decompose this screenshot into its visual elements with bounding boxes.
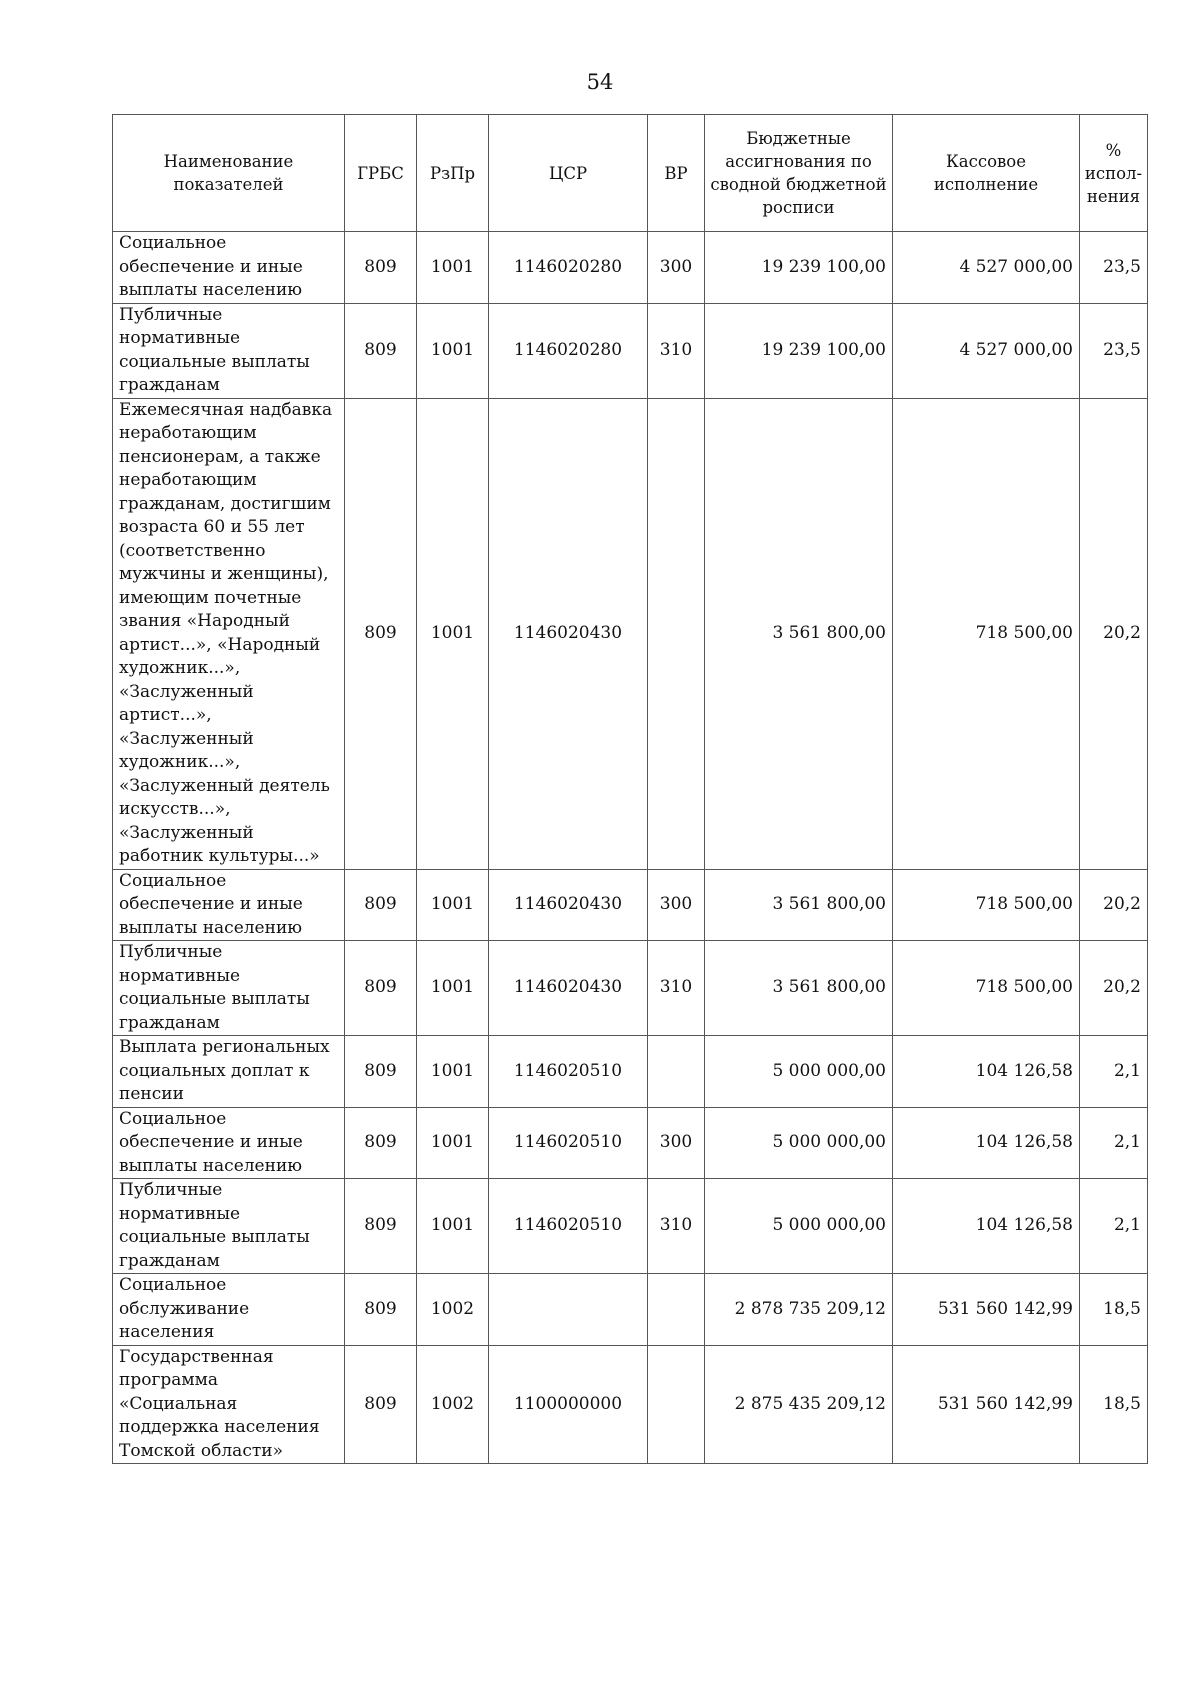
cell-percent: 2,1 (1080, 1107, 1148, 1179)
cell-vr (648, 1274, 705, 1346)
table-row (113, 1345, 1148, 1464)
cell-rzpr: 1001 (417, 1179, 489, 1274)
cell-cash: 531 560 142,99 (893, 1345, 1080, 1464)
cell-vr: 300 (648, 869, 705, 941)
header-name: Наименование показателей (113, 115, 345, 232)
cell-rzpr: 1001 (417, 869, 489, 941)
cell-rzpr: 1001 (417, 303, 489, 398)
cell-name: Публичные нормативные социальные выплаты гражданам (113, 1179, 345, 1274)
table-row (113, 1179, 1148, 1274)
cell-cash: 531 560 142,99 (893, 1274, 1080, 1346)
cell-name: Публичные нормативные социальные выплаты гражданам (113, 303, 345, 398)
cell-grbs: 809 (345, 303, 417, 398)
cell-grbs: 809 (345, 1274, 417, 1346)
header-rzpr: РзПр (417, 115, 489, 232)
cell-grbs: 809 (345, 941, 417, 1036)
header-grbs: ГРБС (345, 115, 417, 232)
cell-cash: 718 500,00 (893, 941, 1080, 1036)
cell-vr: 310 (648, 941, 705, 1036)
cell-budget: 3 561 800,00 (705, 869, 893, 941)
cell-budget: 2 878 735 209,12 (705, 1274, 893, 1346)
cell-cash: 4 527 000,00 (893, 232, 1080, 304)
cell-grbs: 809 (345, 1179, 417, 1274)
cell-cash: 718 500,00 (893, 869, 1080, 941)
table-row (113, 1036, 1148, 1108)
cell-grbs: 809 (345, 1036, 417, 1108)
cell-grbs: 809 (345, 398, 417, 869)
cell-cash: 104 126,58 (893, 1107, 1080, 1179)
cell-budget: 3 561 800,00 (705, 941, 893, 1036)
cell-csr: 1146020430 (489, 398, 648, 869)
cell-grbs: 809 (345, 1345, 417, 1464)
header-vr: ВР (648, 115, 705, 232)
cell-vr (648, 1036, 705, 1108)
cell-percent: 20,2 (1080, 941, 1148, 1036)
cell-csr: 1146020430 (489, 941, 648, 1036)
cell-name: Государственная программа «Социальная поддержка населения Томской области» (113, 1345, 345, 1464)
table-row (113, 941, 1148, 1036)
header-csr: ЦСР (489, 115, 648, 232)
cell-rzpr: 1001 (417, 941, 489, 1036)
cell-name: Выплата региональных социальных доплат к пенсии (113, 1036, 345, 1108)
cell-cash: 4 527 000,00 (893, 303, 1080, 398)
cell-grbs: 809 (345, 1107, 417, 1179)
cell-csr: 1146020510 (489, 1107, 648, 1179)
cell-percent: 20,2 (1080, 398, 1148, 869)
budget-execution-table (112, 114, 1148, 1464)
cell-name: Социальное обеспечение и иные выплаты населению (113, 1107, 345, 1179)
header-row (113, 115, 1148, 232)
cell-percent: 20,2 (1080, 869, 1148, 941)
cell-vr: 300 (648, 232, 705, 304)
cell-csr: 1146020280 (489, 232, 648, 304)
cell-rzpr: 1002 (417, 1345, 489, 1464)
cell-percent: 2,1 (1080, 1179, 1148, 1274)
cell-percent: 2,1 (1080, 1036, 1148, 1108)
cell-percent: 18,5 (1080, 1345, 1148, 1464)
cell-budget: 5 000 000,00 (705, 1179, 893, 1274)
cell-name: Социальное обеспечение и иные выплаты населению (113, 869, 345, 941)
table-body (113, 232, 1148, 1464)
cell-csr: 1146020430 (489, 869, 648, 941)
table-row (113, 232, 1148, 304)
cell-name: Социальное обеспечение и иные выплаты населению (113, 232, 345, 304)
header-budget: Бюджетные ассигнования по сводной бюджетной росписи (705, 115, 893, 232)
cell-csr: 1100000000 (489, 1345, 648, 1464)
cell-rzpr: 1001 (417, 398, 489, 869)
cell-budget: 3 561 800,00 (705, 398, 893, 869)
cell-csr (489, 1274, 648, 1346)
cell-grbs: 809 (345, 232, 417, 304)
table-row (113, 398, 1148, 869)
cell-vr (648, 398, 705, 869)
cell-grbs: 809 (345, 869, 417, 941)
cell-cash: 104 126,58 (893, 1179, 1080, 1274)
cell-name: Публичные нормативные социальные выплаты гражданам (113, 941, 345, 1036)
cell-vr: 310 (648, 303, 705, 398)
page-number: 54 (586, 70, 614, 94)
cell-rzpr: 1001 (417, 232, 489, 304)
cell-vr (648, 1345, 705, 1464)
cell-csr: 1146020510 (489, 1036, 648, 1108)
table-row (113, 869, 1148, 941)
header-cash: Кассовое исполнение (893, 115, 1080, 232)
cell-vr: 310 (648, 1179, 705, 1274)
cell-budget: 2 875 435 209,12 (705, 1345, 893, 1464)
cell-budget: 5 000 000,00 (705, 1036, 893, 1108)
cell-percent: 23,5 (1080, 303, 1148, 398)
cell-csr: 1146020280 (489, 303, 648, 398)
cell-name: Социальное обслуживание населения (113, 1274, 345, 1346)
cell-vr: 300 (648, 1107, 705, 1179)
cell-percent: 18,5 (1080, 1274, 1148, 1346)
cell-cash: 718 500,00 (893, 398, 1080, 869)
cell-name: Ежемесячная надбавка неработающим пенсионерам, а также неработающим гражданам, достигшим возраста 60 и 55 лет (соответственно мужчины и женщины), имеющим почетные звания «Народный артист...», «Народный художник...», «Заслуженный артист...», «Заслуженный художник...», «Заслуженный деятель искусств...», «Заслуженный работник культуры...» (113, 398, 345, 869)
header-percent: % испол-нения (1080, 115, 1148, 232)
cell-budget: 19 239 100,00 (705, 303, 893, 398)
cell-rzpr: 1001 (417, 1107, 489, 1179)
cell-percent: 23,5 (1080, 232, 1148, 304)
cell-budget: 19 239 100,00 (705, 232, 893, 304)
table-row (113, 303, 1148, 398)
table-header (113, 115, 1148, 232)
table-row (113, 1274, 1148, 1346)
cell-cash: 104 126,58 (893, 1036, 1080, 1108)
cell-budget: 5 000 000,00 (705, 1107, 893, 1179)
cell-rzpr: 1001 (417, 1036, 489, 1108)
table-row (113, 1107, 1148, 1179)
cell-rzpr: 1002 (417, 1274, 489, 1346)
cell-csr: 1146020510 (489, 1179, 648, 1274)
